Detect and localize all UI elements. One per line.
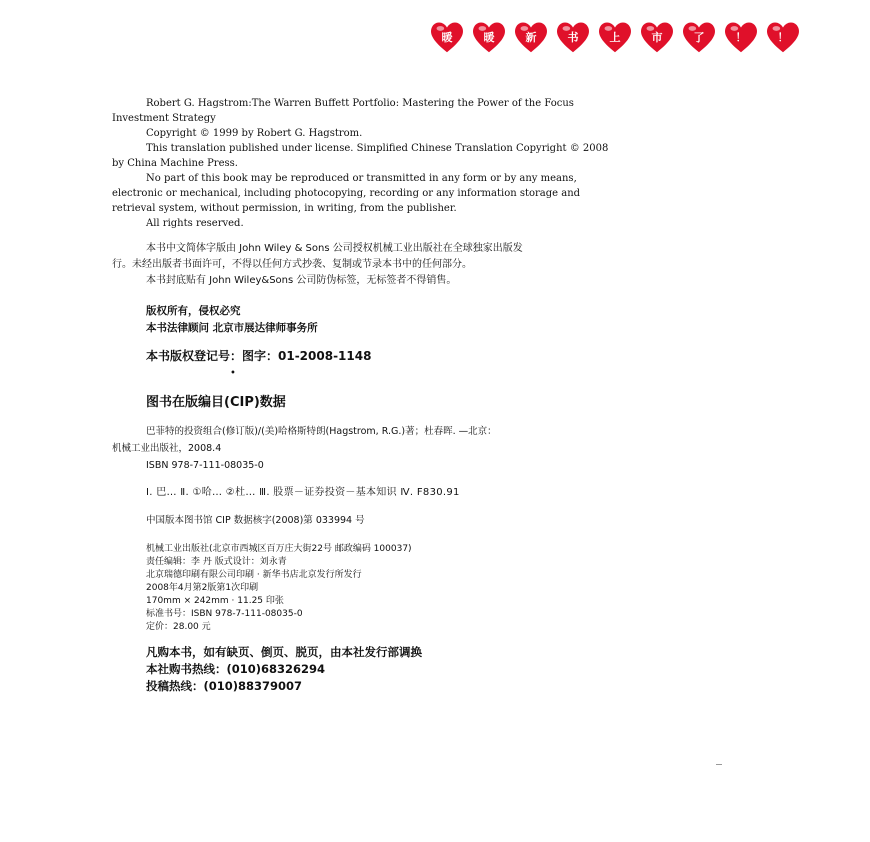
translation-line: by China Machine Press.: [112, 158, 238, 169]
heart-icon: [470, 18, 508, 56]
publisher-line: 机械工业出版社(北京市西城区百万庄大街22号 邮政编码 100037): [146, 544, 412, 554]
original-title-line: Robert G. Hagstrom:The Warren Buffett Portfolio: Mastering the Power of the Focus: [146, 98, 574, 109]
heart-char: 了: [693, 31, 705, 44]
no-part-line: electronic or mechanical, including photocopying, recording or any information storage and: [112, 188, 581, 199]
heart-char: ！: [735, 31, 747, 44]
purchase-hotline: 本社购书热线：(010)68326294: [146, 662, 326, 676]
editors-line: 责任编辑：李 丹 版式设计：刘永青: [146, 557, 287, 567]
legal-counsel: 本书法律顾问 北京市展达律师事务所: [146, 322, 318, 334]
no-part-line: No part of this book may be reproduced or transmitted in any form or by any means,: [146, 173, 577, 184]
cip-line: 机械工业出版社，2008.4: [112, 443, 222, 454]
cip-isbn: ISBN 978-7-111-08035-0: [146, 460, 264, 471]
heart-icon: [596, 18, 634, 56]
stray-dot: •: [230, 368, 236, 379]
heart-char: 市: [651, 31, 663, 44]
heart-char: 新: [525, 31, 537, 44]
heart-icon: [512, 18, 550, 56]
copyright-line: Copyright © 1999 by Robert G. Hagstrom.: [146, 128, 363, 139]
heart-icon: [428, 18, 466, 56]
heart-icon: [680, 18, 718, 56]
heart-banner: [428, 18, 802, 56]
heart-char: 上: [609, 31, 621, 44]
original-title-line: Investment Strategy: [112, 113, 216, 124]
format-line: 170mm × 242mm · 11.25 印张: [146, 596, 284, 606]
submission-hotline: 投稿热线：(010)88379007: [146, 679, 303, 693]
cip-classification: Ⅰ. 巴… Ⅱ. ①哈… ②杜… Ⅲ. 股票－证券投资－基本知识 Ⅳ. F830.91: [146, 487, 460, 498]
rights-reserved: All rights reserved.: [146, 218, 244, 229]
standard-isbn: 标准书号：ISBN 978-7-111-08035-0: [146, 609, 303, 619]
heart-icon: [722, 18, 760, 56]
heart-icon: [764, 18, 802, 56]
no-part-line: retrieval system, without permission, in writing, from the publisher.: [112, 203, 457, 214]
anti-counterfeit-label: 本书封底贴有 John Wiley&Sons 公司防伪标签，无标签者不得销售。: [146, 275, 457, 286]
heart-char: 暖: [483, 31, 495, 44]
printer-line: 北京瑞德印刷有限公司印刷 · 新华书店北京发行所发行: [146, 570, 362, 580]
heart-char: ！: [777, 31, 789, 44]
license-zh-line: 行。未经出版者书面许可，不得以任何方式抄袭、复制或节录本书中的任何部分。: [112, 259, 472, 270]
heart-char: 书: [567, 31, 579, 44]
edition-line: 2008年4月第2版第1次印刷: [146, 583, 259, 593]
price-line: 定价：28.00 元: [146, 622, 211, 632]
scan-speck: [716, 764, 722, 765]
translation-line: This translation published under license. Simplified Chinese Translation Copyright © 2008: [146, 143, 609, 154]
heart-char: 暖: [441, 31, 453, 44]
cip-core-data: 中国版本图书馆 CIP 数据核字(2008)第 033994 号: [146, 515, 365, 526]
heart-icon: [554, 18, 592, 56]
cip-title: 图书在版编目(CIP)数据: [146, 395, 286, 410]
rights-notice: 版权所有，侵权必究: [146, 305, 241, 317]
replacement-notice: 凡购本书，如有缺页、倒页、脱页，由本社发行部调换: [146, 645, 422, 659]
license-zh-line: 本书中文简体字版由 John Wiley & Sons 公司授权机械工业出版社在全球独家出版发: [146, 243, 523, 254]
heart-icon: [638, 18, 676, 56]
registration-number: 本书版权登记号：图字：01-2008-1148: [146, 349, 372, 363]
copyright-page: [112, 96, 768, 695]
cip-line: 巴菲特的投资组合(修订版)/(美)哈格斯特朗(Hagstrom, R.G.)著；杜春晖. —北京：: [146, 426, 497, 437]
